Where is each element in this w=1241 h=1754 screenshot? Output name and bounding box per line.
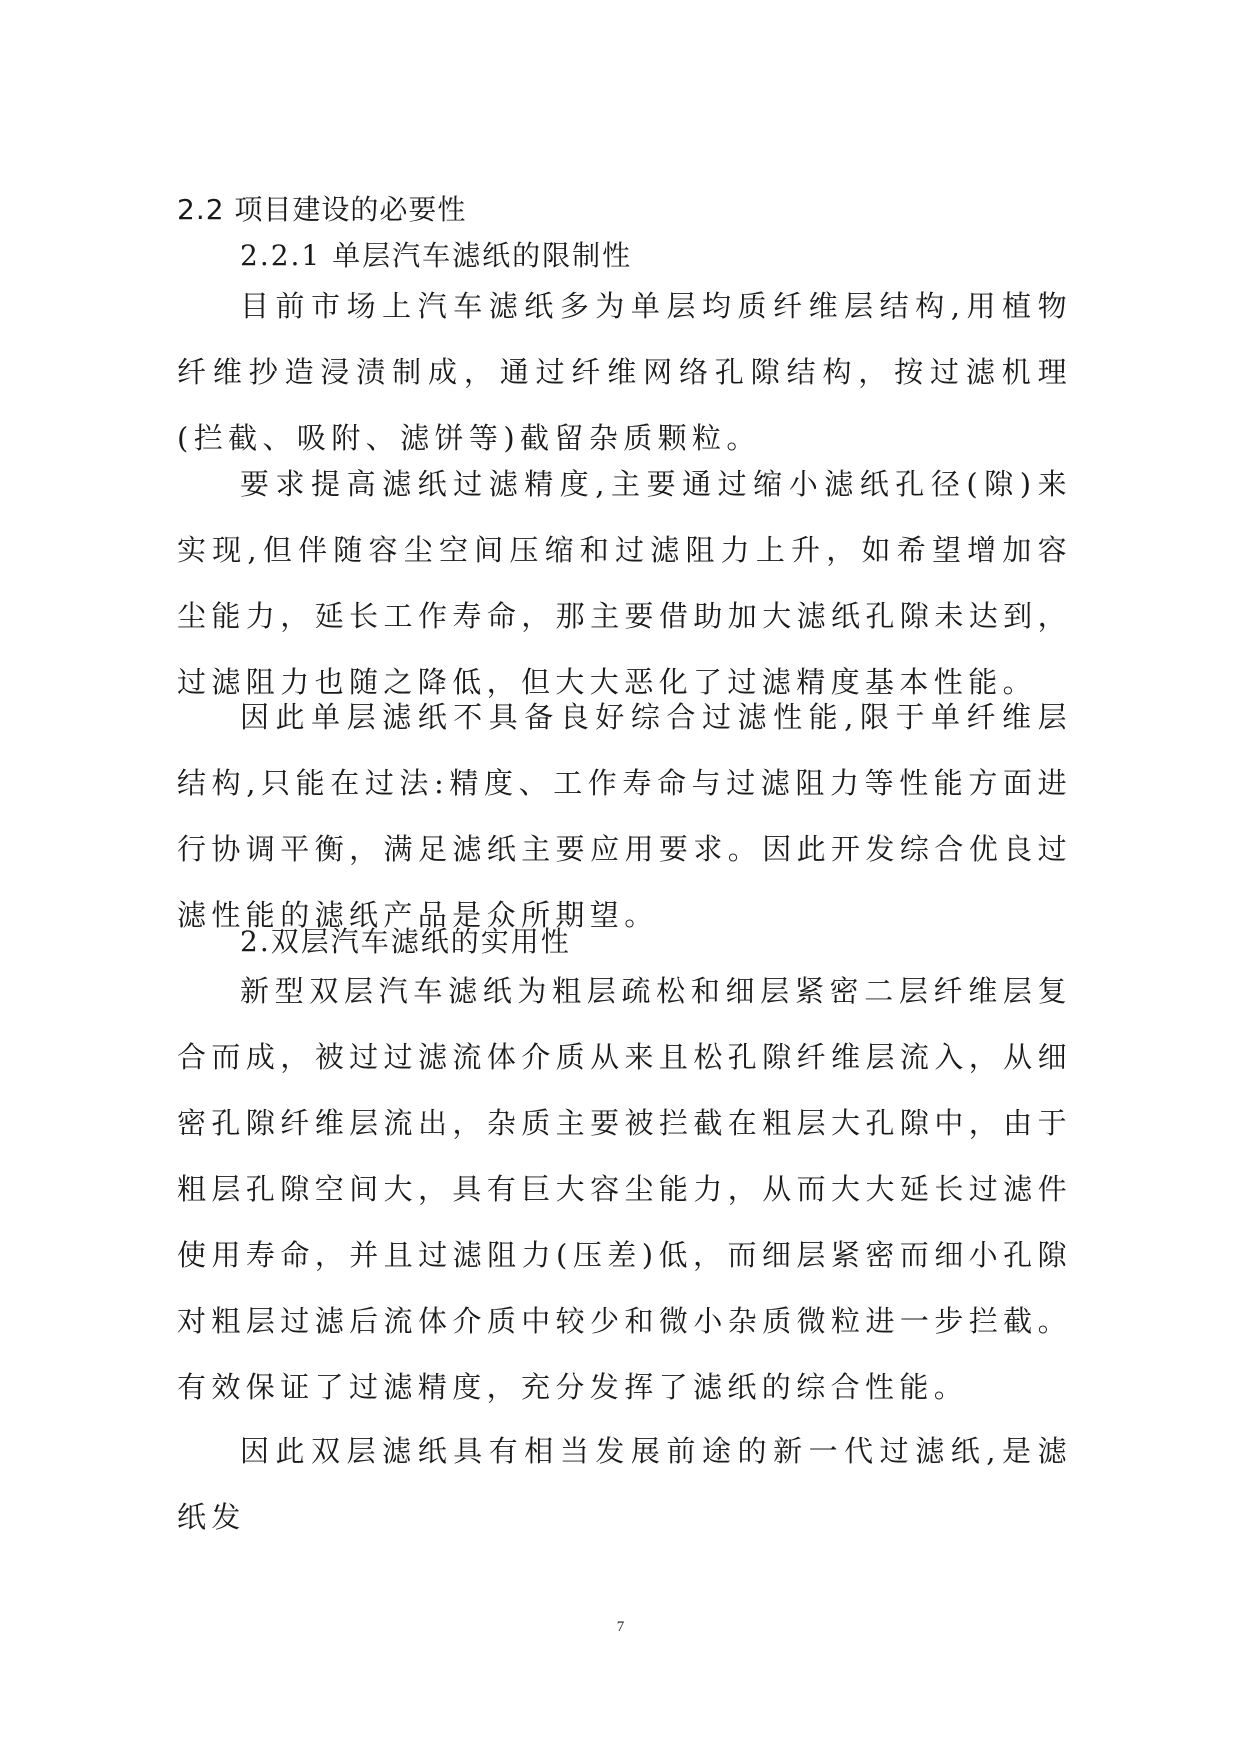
paragraph-single-layer-limitation: 因此单层滤纸不具备良好综合过滤性能,限于单纤维层结构,只能在过法:精度、工作寿命与过滤阻力等性能方面进行协调平衡，满足滤纸主要应用要求。因此开发综合优良过滤性能的滤纸产品是众所期望。 [177,700,1072,932]
paragraph-precision-tradeoff: 要求提高滤纸过滤精度,主要通过缩小滤纸孔径(隙)来实现,但伴随容尘空间压缩和过滤阻力上升，如希望增加容尘能力，延长工作寿命，那主要借助加大滤纸孔隙未达到，过滤阻力也随之降低，但大大恶化了过滤精度基本性能。 [177,467,1072,699]
page-number: 7 [616,1619,625,1635]
paragraph-double-layer-structure: 新型双层汽车滤纸为粗层疏松和细层紧密二层纤维层复合而成，被过过滤流体介质从来且松孔隙纤维层流入，从细密孔隙纤维层流出，杂质主要被拦截在粗层大孔隙中，由于粗层孔隙空间大，具有巨大容尘能力，从而大大延长过滤件使用寿命，并且过滤阻力(压差)低，而细层紧密而细小孔隙对粗层过滤后流体介质中较少和微小杂质微粒进一步拦截。有效保证了过滤精度，充分发挥了滤纸的综合性能。 [177,974,1072,1404]
subsection-heading-double-layer: 2.双层汽车滤纸的实用性 [240,925,571,958]
paragraph-double-layer-prospect: 因此双层滤纸具有相当发展前途的新一代过滤纸,是滤纸发 [177,1434,1072,1534]
section-heading: 2.2 项目建设的必要性 [177,193,467,226]
paragraph-single-layer-structure: 目前市场上汽车滤纸多为单层均质纤维层结构,用植物纤维抄造浸渍制成，通过纤维网络孔隙结构，按过滤机理(拦截、吸附、滤饼等)截留杂质颗粒。 [177,289,1072,455]
subsection-heading-single-layer: 2.2.1 单层汽车滤纸的限制性 [240,239,633,272]
